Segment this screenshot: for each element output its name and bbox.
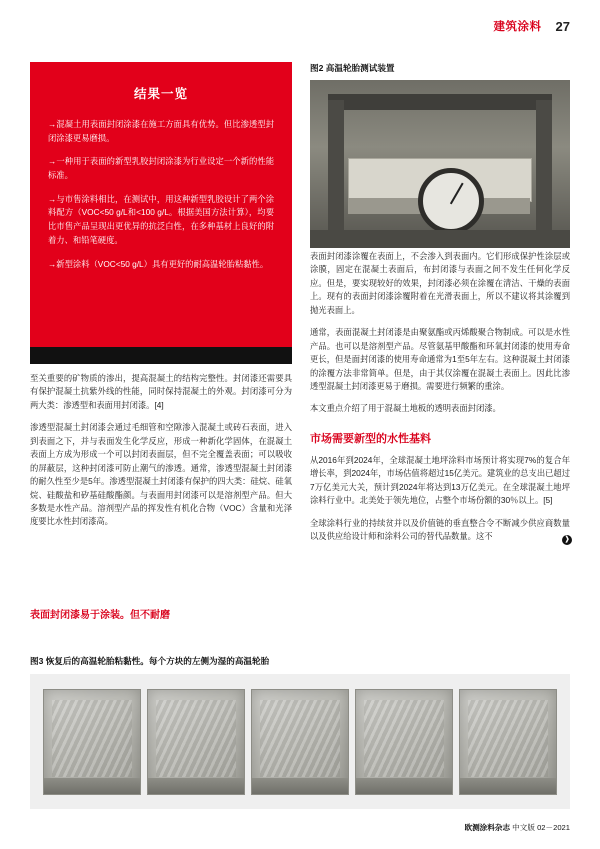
body-paragraph-last [310,517,570,544]
body-paragraph: 渗透型混凝土封闭漆会通过毛细管和空隙渗入混凝土或砖石表面，进入到表面之下，并与表面发生化学反应，形成一种新化学固体，在混凝土表面上方成为形成一个可以封闭表面层，但不完全覆盖表面；可以吸收的屏蔽层，这种封闭漆可防止潮气的渗透。通常，渗透型混凝土封闭漆的耐久性至少是5年。渗透型混凝土封闭漆有保护的四大类：硅烷、硅氧烷、硅酸盐和矽基硅酸酯颜。与表面用封闭漆可以是溶剂型产品。但大多数是水性产品。溶剂型产品的挥发性有机化合物（VOC）含量和光泽度要比水性封闭漆高。 [30,422,292,527]
results-summary-title: 结果一览 [133,87,188,101]
list-item: →新型涂料（VOC<50 g/L）具有更好的耐高温轮胎粘黏性。 [48,258,269,269]
concrete-tile-sample [355,689,453,795]
right-column-body [310,250,570,552]
figure-2-caption: 图2 高温轮胎测试装置 [310,63,395,73]
issue-label: 中文版 02－2021 [512,823,570,832]
section-category: 建筑涂料 [493,21,542,33]
body-paragraph: 至关重要的矿物质的渗出，提高混凝土的结构完整性。封闭漆还需要具有保护混凝土抗紫外线的性能，同时保持混凝土的外观。封闭漆可分为两大类：渗透型和表面用封闭漆。[4] [30,373,292,410]
list-item: →混凝土用表面封闭涂漆在施工方面具有优势。但比渗透型封闭涂漆更易磨损。 [48,119,274,143]
publication-name: 欧测涂料杂志 [464,823,511,832]
decorative-black-bar [30,347,292,364]
figure-3-image-strip [30,674,570,809]
pull-quote: 表面封闭漆易于涂装。但不耐磨 [30,610,170,621]
results-summary-box [30,62,292,347]
body-paragraph: 从2016年到2024年，全球混凝土地坪涂料市场预计将实现7%的复合年增长率，到2024年，市场估值将超过15亿美元。建筑业的总支出已超过7万亿美元大关，预计到2024年将达到13万亿美元。在全球混凝土地坪涂料行业中。北美处于领先地位，占整个市场份额的30％以上。[5] [310,454,571,506]
concrete-tile-sample [251,689,349,795]
left-column-body [30,372,292,538]
pressure-gauge-icon [418,168,484,234]
continuation-arrow-icon: ❱ [562,535,572,545]
body-paragraph: 表面封闭漆涂覆在表面上，不会渗入到表面内。它们形成保护性涂层或涂膜，固定在混凝土表面后，布封闭漆与表面之间不发生任何化学反应。但是，要实现较好的效果，封闭漆必须在涂覆在清洁、干燥的表面上。现有的表面封闭漆涂覆附着在光滑表面上，所以不建议将其涂覆到抛光表面上。 [310,251,570,315]
section-subheading: 市场需要新型的水性基料 [310,432,431,445]
page-number: 27 [555,18,570,34]
concrete-tile-sample [43,689,141,795]
concrete-tile-sample [147,689,245,795]
list-item: →一种用于表面的新型乳胶封闭涂漆为行业设定一个新的性能标准。 [48,156,274,181]
list-item: →与市售涂料相比，在测试中，用这种新型乳胶设计了两个涂料配方（VOC<50 g/L和<100 g/L。根据美国方法计算），均要比市售产品呈现出更优异的抗泛白性，在多种基材上良好的附着力、和铅笔硬度。 [48,193,274,245]
concrete-tile-sample [459,689,557,795]
figure-2 [310,62,570,248]
body-paragraph: 本文重点介绍了用于混凝土地板的透明表面封闭漆。 [310,403,501,414]
figure-3-caption: 图3 恢复后的高温轮胎粘黏性。每个方块的左侧为湿的高温轮胎 [30,656,270,666]
page-header [494,18,570,34]
figure-3 [30,655,570,809]
high-temperature-tire-test-rig-photo [310,80,570,248]
results-summary-list [48,118,274,271]
body-paragraph: 通常，表面混凝土封闭漆是由聚氨酯或丙烯酸聚合物制成。可以是水性产品。也可以是溶剂型产品。尽管氨基甲酸酯和环氧封闭漆的使用寿命更长，但是面封闭漆的使用寿命通常为1至5年左右。这种混凝土封闭漆的涂覆方法非常简单。但是，由于其仅涂覆在混凝土表面上。因此比渗透型混凝土封闭漆更易于磨损。需要进行频繁的重涂。 [310,327,570,391]
page-footer [464,822,570,833]
body-paragraph-text: 全球涂料行业的持续贫并以及价值链的垂直整合令不断减少供应商数量以及供应给设计师和涂料公司的替代品数量。这不 [310,517,570,541]
